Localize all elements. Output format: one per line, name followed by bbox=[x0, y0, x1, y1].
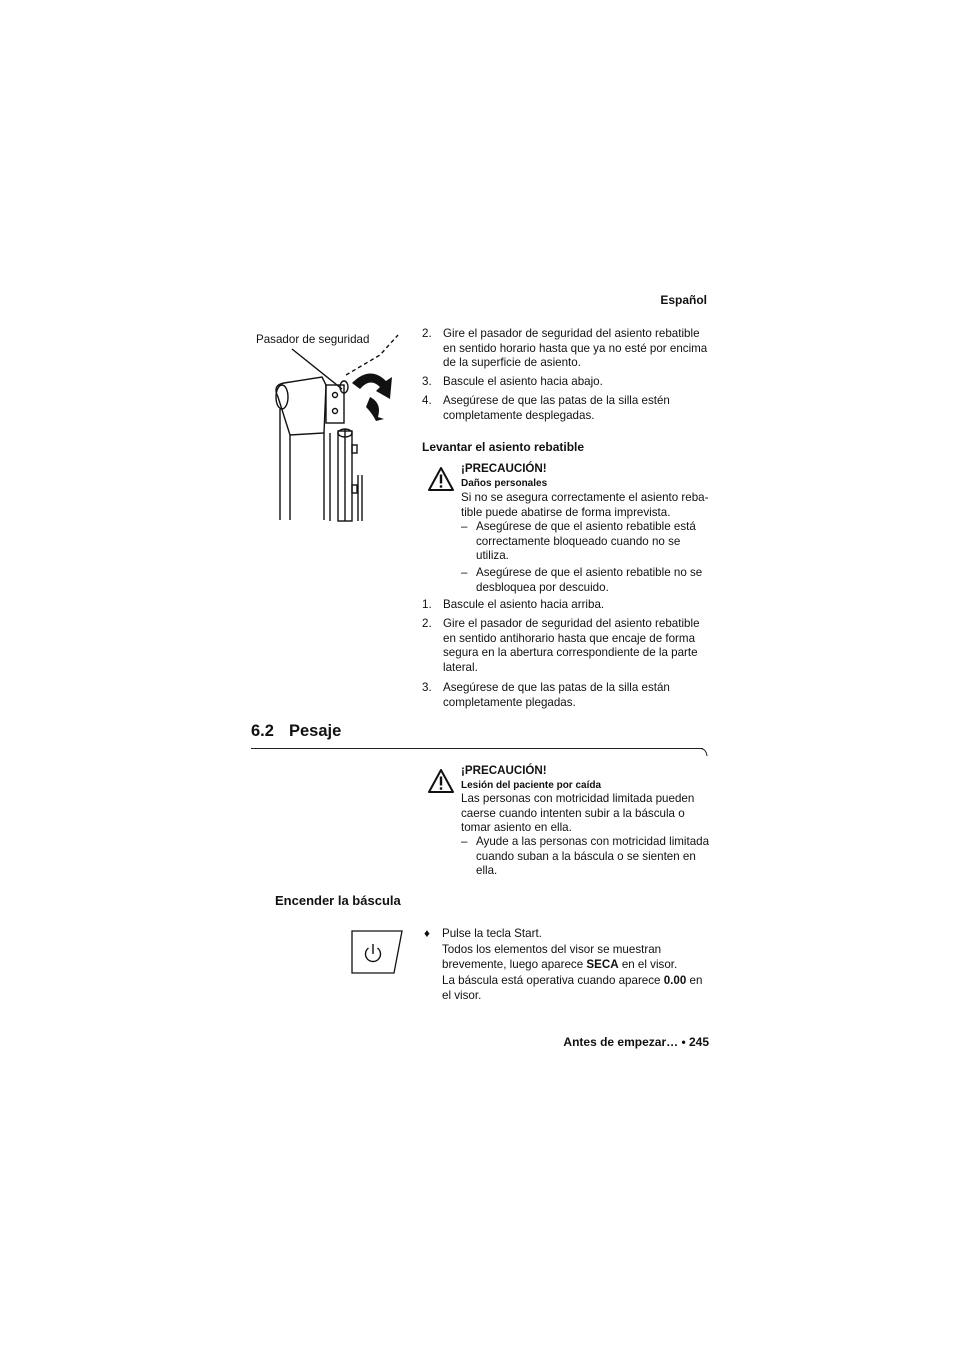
section-title: Pesaje bbox=[289, 722, 342, 740]
dash-marker: – bbox=[461, 520, 468, 533]
warning-body: Las personas con motricidad limitada pueden caerse cuando intenten subir a la báscula o tomar asiento en ella. bbox=[461, 792, 695, 835]
warning-title: ¡PRECAUCIÓN! bbox=[461, 764, 547, 777]
list-number: 3. bbox=[422, 375, 432, 388]
warning-bullet bbox=[461, 835, 711, 879]
subheading-turn-on-scale: Encender la báscula bbox=[275, 893, 401, 908]
list-item bbox=[422, 394, 712, 423]
display-seca: SECA bbox=[586, 957, 619, 971]
list-item bbox=[422, 327, 712, 371]
language-label: Español bbox=[660, 293, 707, 307]
page-footer: Antes de empezar… • 245 bbox=[563, 1035, 709, 1049]
result-text-2 bbox=[442, 974, 712, 1003]
result-text-1-pre: Todos los elementos del visor se muestran brevemente, luego aparece bbox=[442, 943, 662, 971]
warning-bullet bbox=[461, 520, 711, 564]
warning-subtitle: Daños personales bbox=[461, 478, 548, 489]
result-text-1 bbox=[442, 943, 712, 972]
list-number: 2. bbox=[422, 327, 432, 340]
bullet-diamond: ♦ bbox=[424, 927, 430, 940]
power-icon bbox=[350, 929, 404, 975]
dash-marker: – bbox=[461, 566, 468, 579]
folding-seat-illustration bbox=[250, 325, 410, 525]
list-item bbox=[422, 598, 712, 613]
warning-title: ¡PRECAUCIÓN! bbox=[461, 462, 547, 475]
result-text-2-pre: La báscula está operativa cuando aparece bbox=[442, 974, 664, 987]
result-text-2-post: en el visor. bbox=[442, 974, 703, 1002]
list-item bbox=[422, 617, 712, 675]
list-item bbox=[422, 375, 712, 390]
list-number: 3. bbox=[422, 681, 432, 694]
warning-bullet-text: Asegúrese de que el asiento rebatible está correctamente bloqueado cuando no se utiliza. bbox=[476, 520, 696, 563]
warning-bullet-text: Ayude a las personas con motricidad limitada cuando suban a la báscula o se sienten en ella. bbox=[476, 835, 710, 878]
action-text: Pulse la tecla Start. bbox=[442, 927, 542, 940]
list-item bbox=[422, 681, 712, 710]
list-text: Gire el pasador de seguridad del asiento rebatible en sentido antihorario hasta que encaje de forma segura en la abertura correspondiente de la parte lateral. bbox=[443, 617, 700, 674]
figure-label-safety-pin: Pasador de seguridad bbox=[256, 333, 370, 346]
result-text-1-post: en el visor. bbox=[618, 957, 678, 971]
subheading-raise-seat: Levantar el asiento rebatible bbox=[422, 440, 585, 454]
rule-corner bbox=[700, 748, 710, 760]
warning-bullet bbox=[461, 566, 711, 595]
warning-bullet-text: Asegúrese de que el asiento rebatible no se desbloquea por descuido. bbox=[476, 566, 703, 594]
warning-subtitle: Lesión del paciente por caída bbox=[461, 780, 602, 791]
warning-icon bbox=[427, 466, 455, 492]
display-zero: 0.00 bbox=[663, 974, 687, 987]
list-text: Bascule el asiento hacia abajo. bbox=[443, 375, 603, 388]
section-number: 6.2 bbox=[251, 722, 274, 740]
list-number: 2. bbox=[422, 617, 432, 630]
dash-marker: – bbox=[461, 835, 468, 848]
list-text: Asegúrese de que las patas de la silla estén completamente desplegadas. bbox=[443, 394, 670, 422]
warning-body: Si no se asegura correctamente el asiento reba-tible puede abatirse de forma imprevista. bbox=[461, 491, 709, 519]
warning-icon bbox=[427, 768, 455, 794]
section-heading bbox=[251, 724, 341, 739]
list-text: Gire el pasador de seguridad del asiento rebatible en sentido horario hasta que ya no esté por encima de la superficie de asiento. bbox=[443, 327, 708, 370]
list-number: 1. bbox=[422, 598, 432, 611]
list-text: Asegúrese de que las patas de la silla están completamente plegadas. bbox=[443, 681, 670, 709]
list-text: Bascule el asiento hacia arriba. bbox=[443, 598, 605, 611]
list-number: 4. bbox=[422, 394, 432, 407]
section-rule bbox=[251, 748, 703, 749]
